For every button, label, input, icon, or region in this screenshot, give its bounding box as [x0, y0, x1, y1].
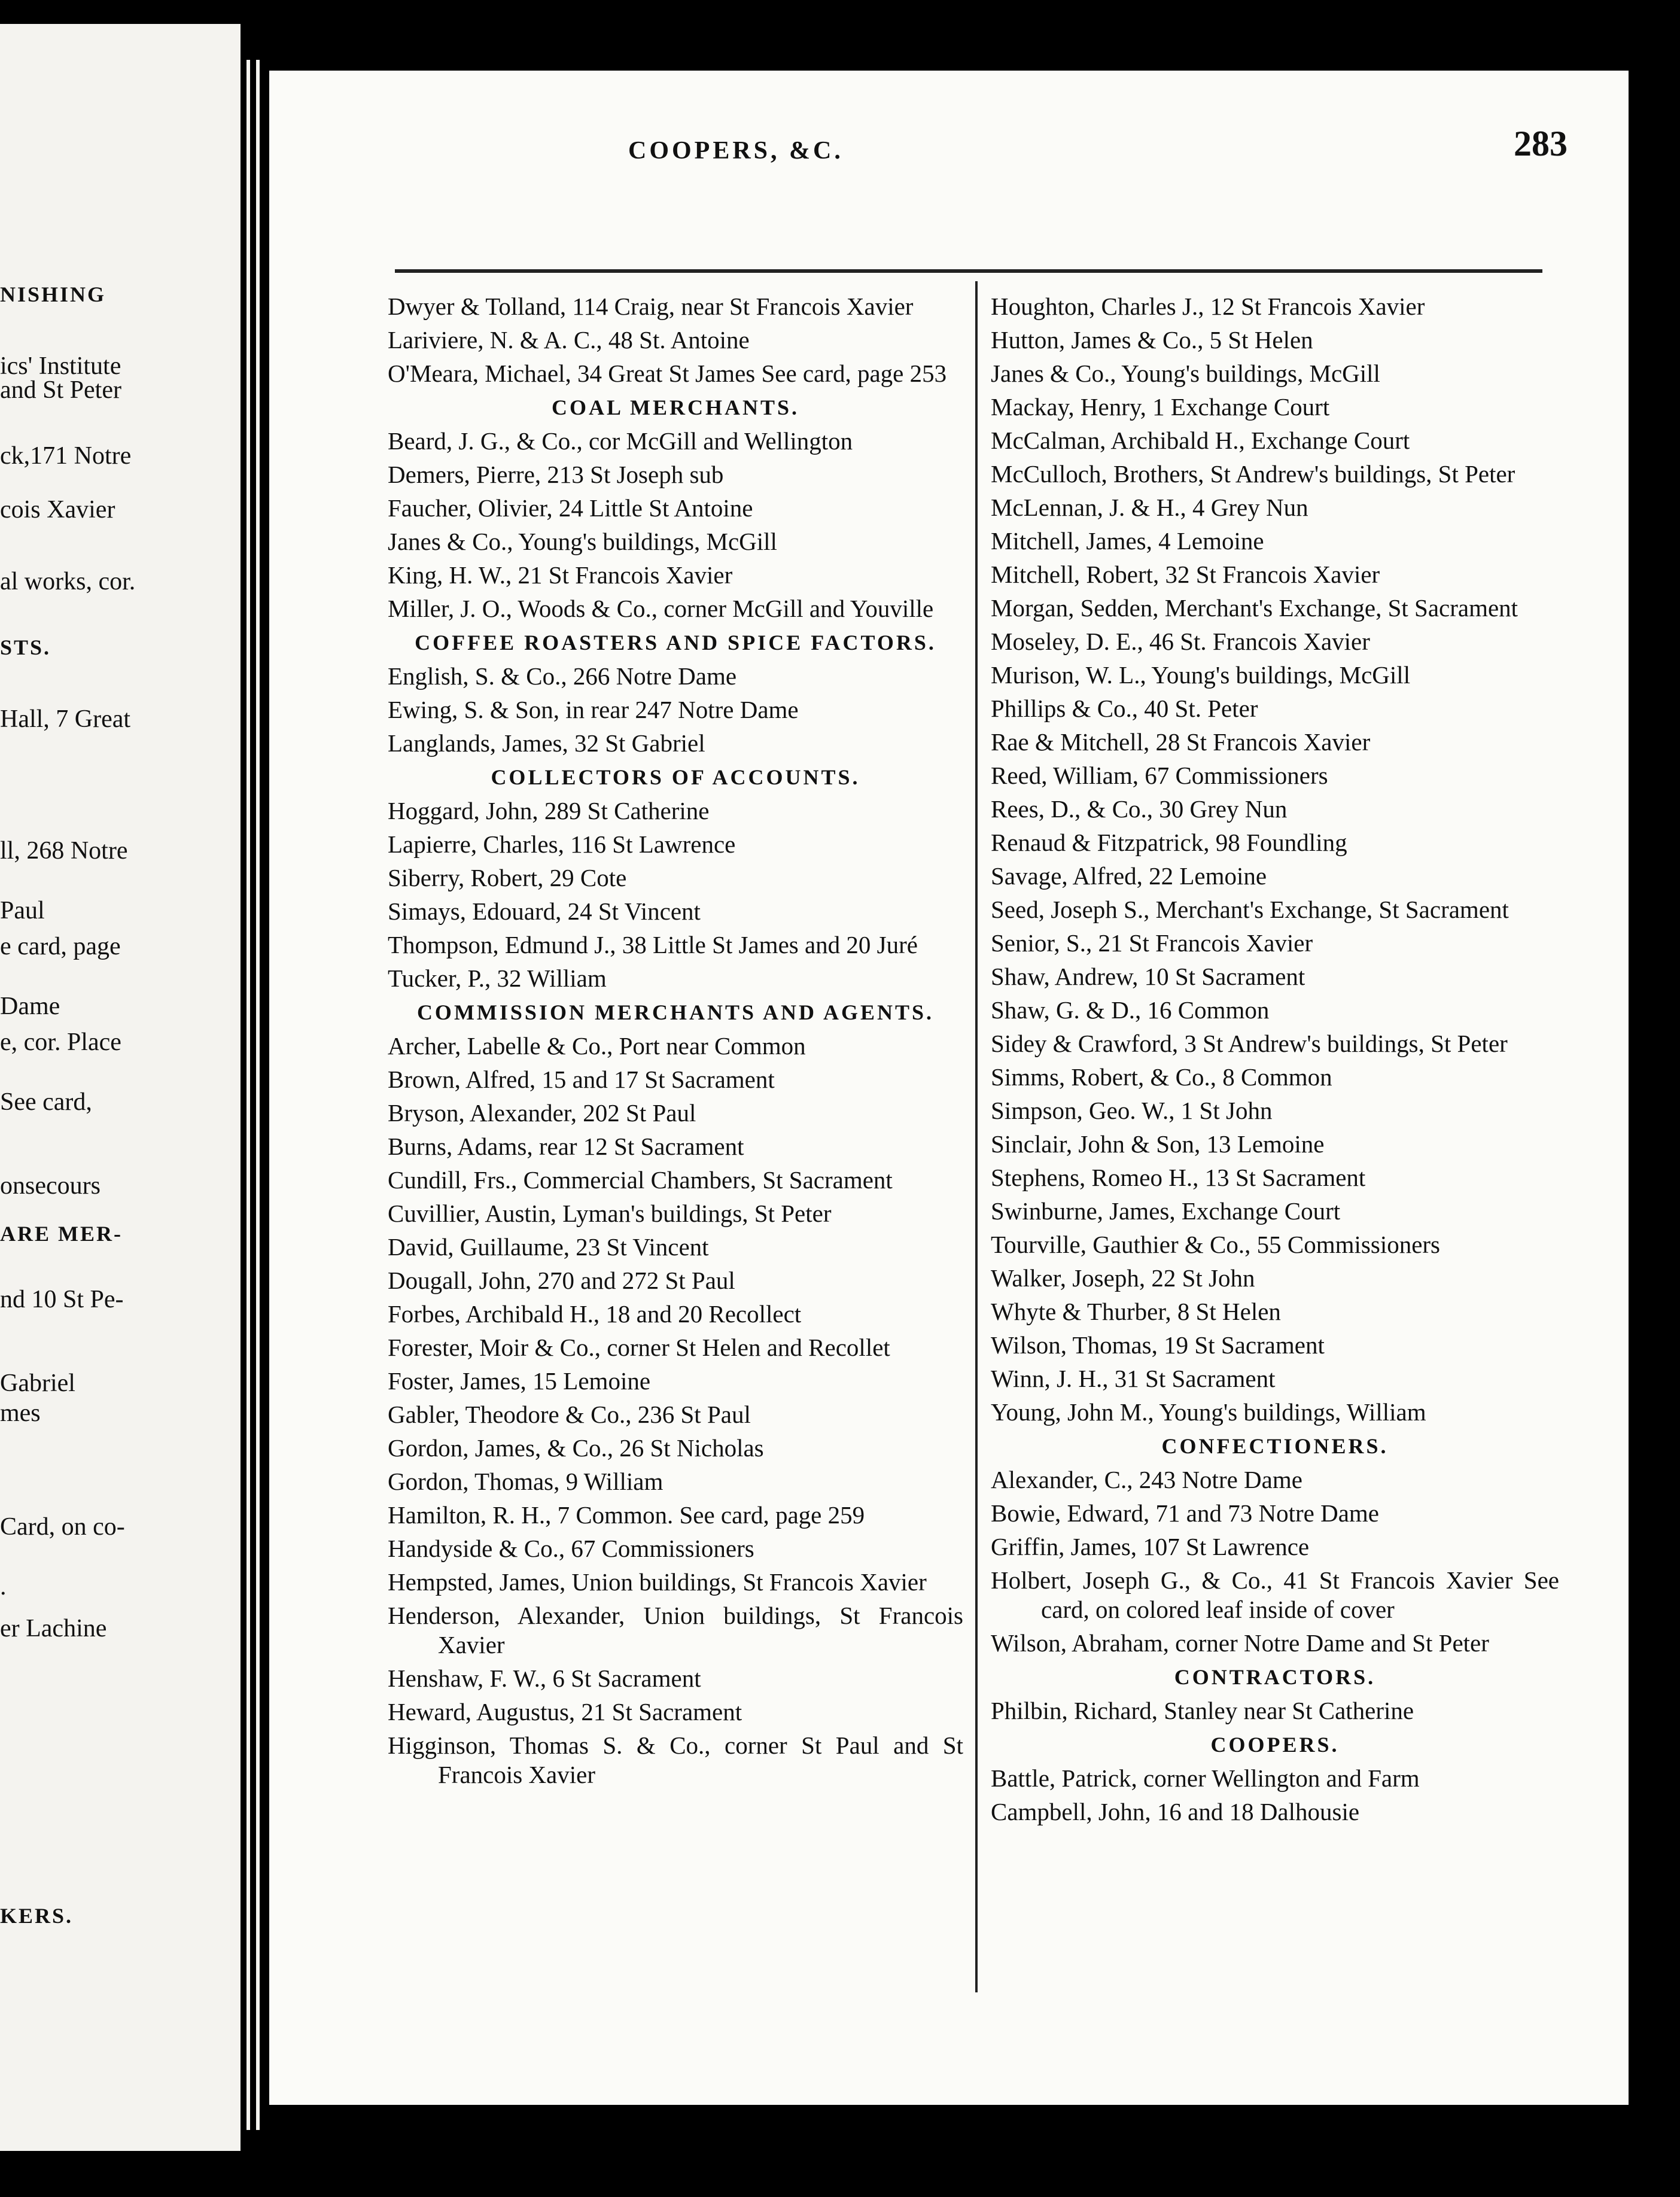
left-page-text-fragment: mes: [0, 1399, 41, 1427]
section-heading: CONTRACTORS.: [1174, 1665, 1376, 1689]
directory-entry: Ewing, S. & Son, in rear 247 Notre Dame: [388, 696, 799, 723]
directory-entry: Mitchell, James, 4 Lemoine: [991, 527, 1264, 555]
left-page-text-fragment: Dame: [0, 993, 60, 1020]
directory-entry: Janes & Co., Young's buildings, McGill: [991, 360, 1380, 387]
left-page-text-fragment: Gabriel: [0, 1370, 75, 1397]
directory-entry: Mitchell, Robert, 32 St Francois Xavier: [991, 561, 1380, 588]
directory-entry: Simms, Robert, & Co., 8 Common: [991, 1063, 1332, 1091]
left-page-text-fragment: er Lachine: [0, 1615, 107, 1642]
directory-entry: Houghton, Charles J., 12 St Francois Xavier: [991, 293, 1425, 320]
directory-column-left: [388, 292, 963, 1794]
left-page-text-fragment: al works, cor.: [0, 568, 136, 595]
directory-entry: Hoggard, John, 289 St Catherine: [388, 797, 710, 824]
directory-entry: Bryson, Alexander, 202 St Paul: [388, 1099, 696, 1127]
directory-entry: Morgan, Sedden, Merchant's Exchange, St Sacrament: [991, 594, 1518, 622]
directory-entry: Phillips & Co., 40 St. Peter: [991, 695, 1258, 722]
left-page-text-fragment: ics' Institute: [0, 352, 121, 380]
left-page-text-fragment: and St Peter: [0, 376, 121, 404]
directory-entry: Handyside & Co., 67 Commissioners: [388, 1535, 754, 1562]
directory-entry: Gordon, James, & Co., 26 St Nicholas: [388, 1434, 764, 1462]
directory-entry: King, H. W., 21 St Francois Xavier: [388, 561, 733, 589]
directory-entry: Forester, Moir & Co., corner St Helen and Recollet: [388, 1334, 890, 1361]
directory-entry: Faucher, Olivier, 24 Little St Antoine: [388, 494, 753, 522]
left-page-text-fragment: Paul: [0, 897, 45, 924]
directory-entry: Wilson, Abraham, corner Notre Dame and St Peter: [991, 1629, 1489, 1657]
directory-entry: Hamilton, R. H., 7 Common. See card, page 259: [388, 1501, 865, 1529]
running-head: COOPERS, &C.: [628, 137, 844, 165]
directory-entry: Swinburne, James, Exchange Court: [991, 1197, 1341, 1225]
directory-entry: Seed, Joseph S., Merchant's Exchange, St Sacrament: [991, 896, 1509, 923]
directory-entry: Reed, William, 67 Commissioners: [991, 762, 1328, 789]
directory-entry: Dwyer & Tolland, 114 Craig, near St Francois Xavier: [388, 293, 914, 320]
directory-entry: Heward, Augustus, 21 St Sacrament: [388, 1698, 742, 1726]
left-page-text-fragment: cois Xavier: [0, 496, 115, 524]
directory-entry: Young, John M., Young's buildings, William: [991, 1398, 1426, 1426]
left-page-text-fragment: ck,171 Notre: [0, 442, 132, 470]
left-page-text-fragment: STS.: [0, 635, 51, 659]
directory-entry: Rae & Mitchell, 28 St Francois Xavier: [991, 728, 1371, 756]
directory-entry: Simays, Edouard, 24 St Vincent: [388, 897, 701, 925]
directory-entry: Janes & Co., Young's buildings, McGill: [388, 528, 777, 555]
left-page-fragment: [0, 24, 241, 2151]
section-heading: COAL MERCHANTS.: [551, 395, 800, 419]
left-page-text-fragment: ARE MER-: [0, 1222, 123, 1246]
directory-entry: Henderson, Alexander, Union buildings, St Francois Xavier: [388, 1602, 963, 1659]
section-heading: CONFECTIONERS.: [1161, 1434, 1389, 1458]
directory-entry: English, S. & Co., 266 Notre Dame: [388, 662, 737, 690]
directory-entry: Lariviere, N. & A. C., 48 St. Antoine: [388, 326, 750, 354]
left-page-text-fragment: nd 10 St Pe-: [0, 1286, 124, 1313]
directory-entry: Sidey & Crawford, 3 St Andrew's buildings, St Peter: [991, 1030, 1508, 1057]
left-page-text-fragment: ll, 268 Notre: [0, 837, 128, 865]
directory-entry: Sinclair, John & Son, 13 Lemoine: [991, 1130, 1325, 1158]
page-number: 283: [1514, 124, 1568, 163]
directory-entry: Whyte & Thurber, 8 St Helen: [991, 1298, 1281, 1325]
directory-entry: David, Guillaume, 23 St Vincent: [388, 1233, 709, 1261]
directory-entry: Cundill, Frs., Commercial Chambers, St Sacrament: [388, 1166, 893, 1194]
directory-entry: Gabler, Theodore & Co., 236 St Paul: [388, 1401, 751, 1428]
directory-entry: Foster, James, 15 Lemoine: [388, 1367, 651, 1395]
directory-entry: Siberry, Robert, 29 Cote: [388, 864, 627, 891]
directory-entry: Burns, Adams, rear 12 St Sacrament: [388, 1133, 744, 1160]
directory-entry: Thompson, Edmund J., 38 Little St James and 20 Juré: [388, 931, 918, 958]
page-gutter: [241, 24, 269, 2151]
directory-entry: Cuvillier, Austin, Lyman's buildings, St Peter: [388, 1200, 832, 1227]
directory-entry: Bowie, Edward, 71 and 73 Notre Dame: [991, 1499, 1379, 1527]
left-page-text-fragment: .: [0, 1573, 7, 1600]
directory-entry: Walker, Joseph, 22 St John: [991, 1264, 1255, 1292]
left-page-text-fragment: Hall, 7 Great: [0, 705, 131, 733]
directory-entry: Simpson, Geo. W., 1 St John: [991, 1097, 1273, 1124]
left-page-text-fragment: Card, on co-: [0, 1513, 125, 1541]
header-rule: [395, 269, 1542, 273]
directory-entry: Hempsted, James, Union buildings, St Francois Xavier: [388, 1568, 927, 1596]
directory-entry: Battle, Patrick, corner Wellington and Farm: [991, 1764, 1420, 1792]
directory-entry: Shaw, Andrew, 10 St Sacrament: [991, 963, 1305, 990]
directory-entry: Campbell, John, 16 and 18 Dalhousie: [991, 1798, 1360, 1825]
directory-column-right: [991, 292, 1559, 1831]
directory-entry: Forbes, Archibald H., 18 and 20 Recollect: [388, 1300, 802, 1328]
directory-entry: Mackay, Henry, 1 Exchange Court: [991, 393, 1330, 421]
left-page-text-fragment: NISHING: [0, 282, 106, 306]
directory-entry: Tourville, Gauthier & Co., 55 Commissioners: [991, 1231, 1441, 1258]
directory-entry: Dougall, John, 270 and 272 St Paul: [388, 1267, 735, 1294]
directory-entry: Miller, J. O., Woods & Co., corner McGill and Youville: [388, 595, 934, 622]
left-page-text-fragment: See card,: [0, 1088, 92, 1116]
directory-entry: Savage, Alfred, 22 Lemoine: [991, 862, 1267, 890]
directory-entry: Tucker, P., 32 William: [388, 964, 607, 992]
directory-entry: Beard, J. G., & Co., cor McGill and Wellington: [388, 427, 853, 455]
section-heading: COOPERS.: [1210, 1733, 1340, 1757]
left-page-text-fragment: onsecours: [0, 1172, 101, 1200]
directory-entry: McCulloch, Brothers, St Andrew's buildings, St Peter: [991, 460, 1515, 488]
directory-entry: Henshaw, F. W., 6 St Sacrament: [388, 1665, 701, 1692]
directory-entry: Senior, S., 21 St Francois Xavier: [991, 929, 1313, 957]
directory-entry: Gordon, Thomas, 9 William: [388, 1468, 664, 1495]
directory-entry: Griffin, James, 107 St Lawrence: [991, 1533, 1310, 1560]
directory-entry: Holbert, Joseph G., & Co., 41 St Francois Xavier See card, on colored leaf inside of cover: [991, 1566, 1559, 1623]
directory-entry: Higginson, Thomas S. & Co., corner St Paul and St Francois Xavier: [388, 1732, 963, 1788]
directory-entry: Moseley, D. E., 46 St. Francois Xavier: [991, 628, 1370, 655]
directory-entry: Rees, D., & Co., 30 Grey Nun: [991, 795, 1288, 823]
directory-entry: Shaw, G. & D., 16 Common: [991, 996, 1270, 1024]
left-page-text-fragment: KERS.: [0, 1904, 74, 1928]
directory-entry: Stephens, Romeo H., 13 St Sacrament: [991, 1164, 1366, 1191]
directory-entry: Langlands, James, 32 St Gabriel: [388, 729, 705, 757]
directory-entry: Archer, Labelle & Co., Port near Common: [388, 1032, 806, 1060]
left-page-text-fragment: e, cor. Place: [0, 1028, 121, 1056]
directory-entry: Alexander, C., 243 Notre Dame: [991, 1466, 1302, 1493]
left-page-text-fragment: e card, page: [0, 933, 121, 960]
directory-entry: Wilson, Thomas, 19 St Sacrament: [991, 1331, 1325, 1359]
directory-entry: Winn, J. H., 31 St Sacrament: [991, 1365, 1276, 1392]
section-heading: COLLECTORS OF ACCOUNTS.: [491, 765, 860, 789]
directory-entry: Renaud & Fitzpatrick, 98 Foundling: [991, 829, 1347, 856]
directory-entry: McCalman, Archibald H., Exchange Court: [991, 427, 1410, 454]
directory-entry: Demers, Pierre, 213 St Joseph sub: [388, 461, 724, 488]
directory-entry: Hutton, James & Co., 5 St Helen: [991, 326, 1313, 354]
directory-entry: Lapierre, Charles, 116 St Lawrence: [388, 830, 736, 858]
directory-entry: Brown, Alfred, 15 and 17 St Sacrament: [388, 1066, 775, 1093]
section-heading: COMMISSION MERCHANTS AND AGENTS.: [416, 1000, 935, 1024]
directory-entry: McLennan, J. & H., 4 Grey Nun: [991, 494, 1308, 521]
directory-entry: Philbin, Richard, Stanley near St Catherine: [991, 1697, 1414, 1724]
section-heading: COFFEE ROASTERS AND SPICE FACTORS.: [415, 631, 936, 655]
directory-entry: O'Meara, Michael, 34 Great St James See card, page 253: [388, 360, 947, 387]
directory-entry: Murison, W. L., Young's buildings, McGill: [991, 661, 1411, 689]
column-divider: [975, 281, 978, 1992]
